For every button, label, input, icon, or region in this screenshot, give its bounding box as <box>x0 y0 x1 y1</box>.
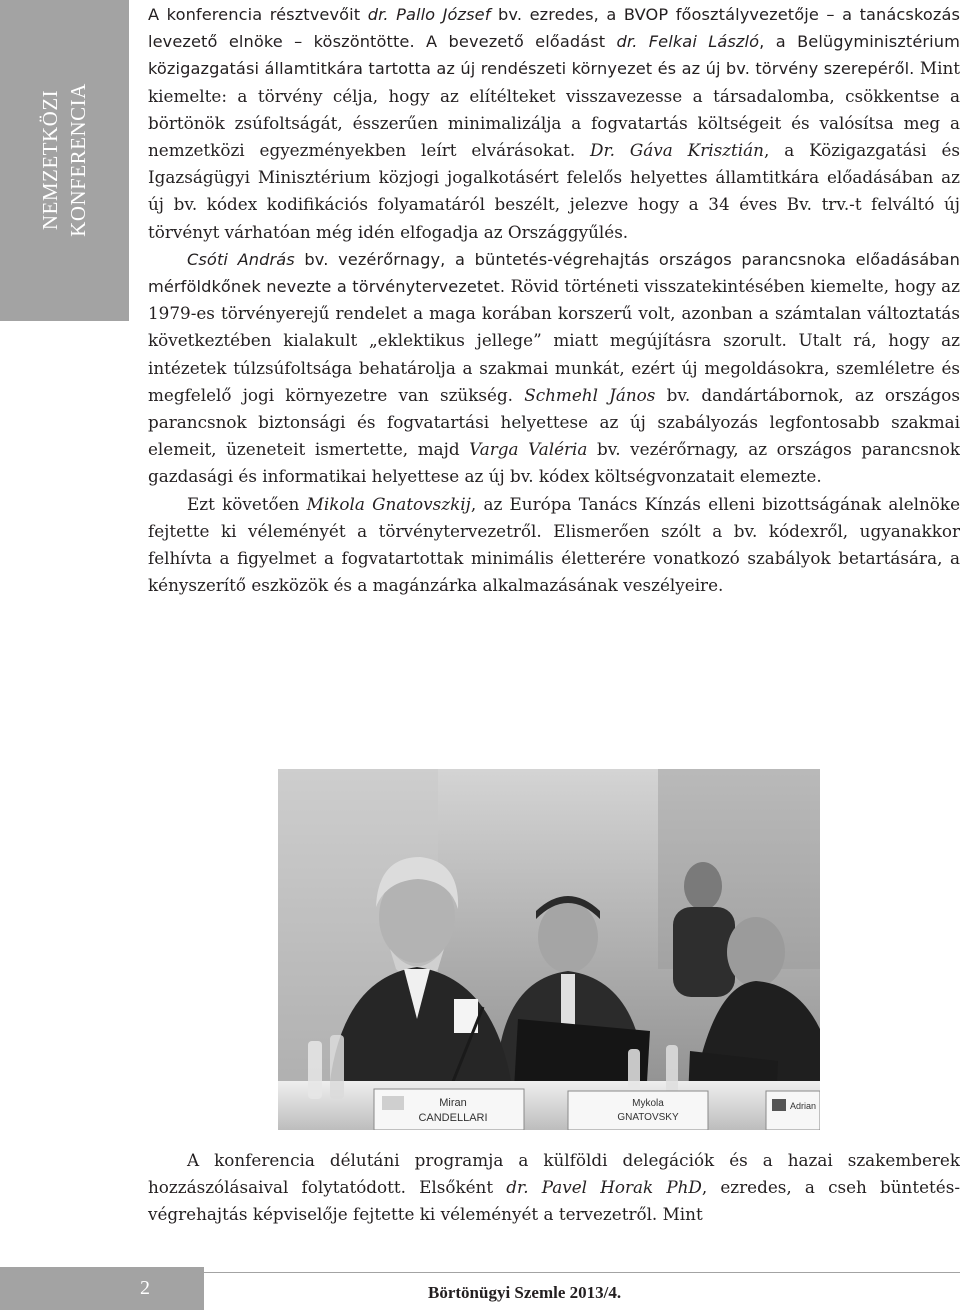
person-name: dr. Felkai László <box>616 32 760 52</box>
page-number: 2 <box>140 1277 150 1299</box>
text-run: bv. vezérőrnagy, a büntetés-végrehajtás országos parancsnoka előadásában mérföldkőnek nevezte a törvénytervezetet. <box>148 249 960 297</box>
section-tab <box>0 0 129 321</box>
text-run: bv. dandártábornok, az országos parancsnok biztonsági és fogvatartási helyettese az új szabályozás legfontosabb szakmai elemeit, üzeneteit ismertette, majd <box>148 384 960 460</box>
text-run: bv. ezredes, a BVOP főosztályvezetője – a tanácskozás levezető elnöke – köszöntötte. A bevezető előadást <box>148 5 960 52</box>
text-run: bv. vezérőrnagy, az országos parancsnok gazdasági és informatikai helyettese az új bv. kódex költségvonzatait elemezte. <box>148 439 960 487</box>
paragraph-2 <box>148 246 960 491</box>
person-name: Varga Valéria <box>469 439 588 460</box>
journal-title: Börtönügyi Szemle 2013/4. <box>428 1283 622 1302</box>
person-name: Mikola Gnatovszkij <box>306 493 471 514</box>
section-tab-line2: KONFERENCIA <box>66 83 90 237</box>
text-run: Mint kiemelte: a törvény célja, hogy az elítélteket visszavezesse a társadalomba, csökkentse a börtönök zsúfoltságát, ésszerűen minimalizálja a fogvatartás költségeit és valósítsa meg a nemzetközi egyezményekben leírt elvárásokat. <box>148 58 960 161</box>
conference-photo <box>278 769 820 1130</box>
text-run: Ezt követően <box>187 493 307 514</box>
article-body-bottom <box>148 1147 960 1229</box>
flag-icon <box>382 1096 404 1110</box>
paragraph-4 <box>148 1147 960 1229</box>
paragraph-3 <box>148 491 960 600</box>
person-name: Dr. Gáva Krisztián <box>590 140 764 161</box>
article-body-top <box>148 1 960 599</box>
nameplate-left-line1: Miran <box>439 1097 467 1109</box>
nameplate-center-line2: GNATOVSKY <box>617 1112 679 1123</box>
conference-photo-illustration <box>278 769 820 1130</box>
person-name: dr. Pallo József <box>367 5 491 24</box>
text-run: , a Belügyminisztérium közigazgatási államtitkára tartotta az új rendészeti környezet és az új bv. törvény szerepéről. <box>148 32 960 79</box>
person-name: dr. Pavel Horak PhD <box>506 1177 702 1198</box>
section-tab-line1: NEMZETKÖZI <box>38 89 62 231</box>
paragraph-1 <box>148 1 960 246</box>
text-run: , az Európa Tanács Kínzás elleni bizottságának alelnöke fejtette ki véleményét a törvénytervezetről. Elismerően szólt a bv. kódexről, ugyanakkor felhívta a figyelmet a fogvatartottak minimális életterére vonatkozó szabályok betartására, a kényszerítő eszközök és a magánzárka alkalmazásának veszélyeire. <box>148 493 960 596</box>
footer-rule <box>204 1272 960 1273</box>
text-run: A konferencia résztvevőit <box>148 5 368 24</box>
nameplate-left-line2: CANDELLARI <box>418 1112 488 1124</box>
nameplate-right: Adrian <box>790 1101 817 1111</box>
nameplate-center-line1: Mykola <box>632 1098 664 1109</box>
flag-icon <box>772 1099 786 1111</box>
text-run: , ezredes, a cseh büntetés-végrehajtás képviselője fejtette ki véleményét a tervezetről. Mint <box>148 1177 960 1225</box>
text-run: Rövid történeti visszatekintésében kiemelte, hogy az 1979-es törvényerejű rendelet a maga korában korszerű volt, azonban a számtalan változtatás következtében kialakult „eklektikus jellege” miatt megújításra szorult. Utalt rá, hogy az intézetek túlzsúfoltsága behatárolja a szakmai munkát, ezért új megoldásokra, szemléletre és megfelelő jogi környezetre van szükség. <box>148 276 960 405</box>
section-tab-label <box>36 83 92 237</box>
person-name: Schmehl János <box>524 384 656 405</box>
text-run: A konferencia délutáni programja a külföldi delegációk és a hazai szakemberek hozzászólásaival folytatódott. Elsőként <box>148 1150 960 1198</box>
person-name: Csóti András <box>187 249 295 269</box>
text-run: , a Közigazgatási és Igazságügyi Minisztérium közjogi jogalkotásért felelős helyettes államtitkára előadásában az új bv. kódex kodifikációs folyamatáról beszélt, jelezve hogy a 34 éves Bv. trv.-t felváltó új törvényt várhatóan még idén elfogadja az Országgyűlés. <box>148 140 960 242</box>
